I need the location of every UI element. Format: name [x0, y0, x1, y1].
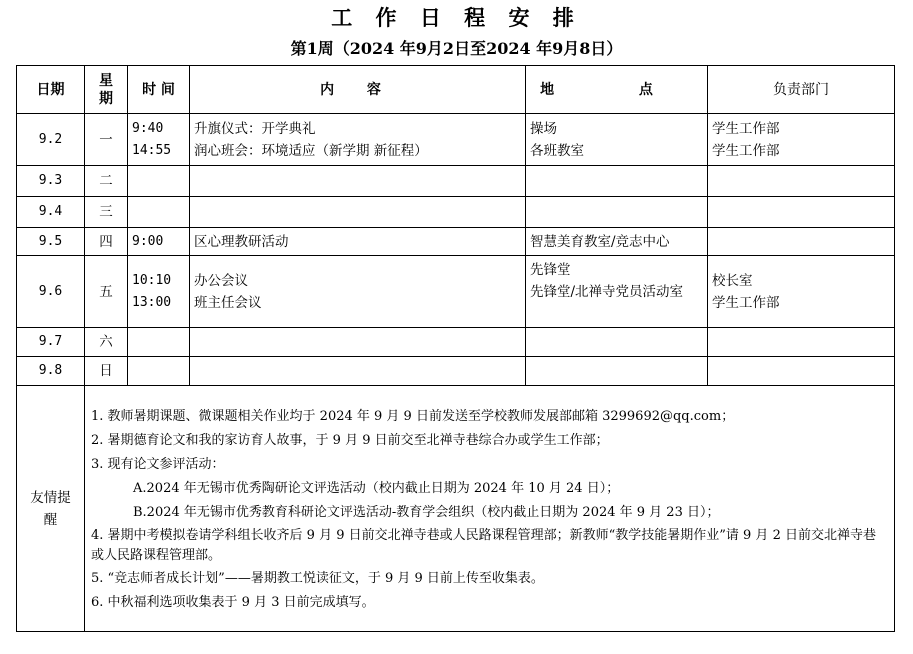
note-item: 2. 暑期德育论文和我的家访育人故事，于 9 月 9 日前交至北禅寺巷综合办或学生工作部； [91, 432, 609, 448]
header-content: 内 容 [190, 66, 526, 114]
table-row [17, 256, 895, 328]
row-time [128, 357, 190, 386]
row-dept [708, 357, 895, 386]
header-time: 时 间 [128, 66, 190, 114]
row-content [190, 197, 526, 228]
row-date: 9.4 [17, 197, 85, 228]
header-weekday: 星期 [85, 66, 128, 114]
header-dept: 负责部门 [708, 66, 895, 114]
row-time [128, 256, 190, 328]
row-dept [708, 197, 895, 228]
row-location [526, 357, 708, 386]
row-dept [708, 114, 895, 166]
row-content [190, 256, 526, 328]
schedule-table [16, 65, 895, 632]
row-date: 9.3 [17, 166, 85, 197]
row-content [190, 166, 526, 197]
row-weekday: 四 [85, 228, 128, 256]
time-line: 13:00 [132, 294, 172, 310]
row-date: 9.5 [17, 228, 85, 256]
row-location [526, 197, 708, 228]
location-line: 各班教室 [530, 142, 584, 159]
row-weekday: 一 [85, 114, 128, 166]
content-line: 办公会议 [194, 272, 248, 289]
row-location [526, 256, 708, 328]
dept-line: 学生工作部 [712, 142, 780, 159]
row-date: 9.7 [17, 328, 85, 357]
row-date: 9.6 [17, 256, 85, 328]
note-item: 5. “竞志师者成长计划”——暑期教工悦读征文，于 9 月 9 日前上传至收集表。 [91, 570, 544, 586]
note-item: 1. 教师暑期课题、微课题相关作业均于 2024 年 9 月 9 日前发送至学校教师发展部邮箱 3299692@qq.com； [91, 408, 735, 424]
content-line: 升旗仪式：开学典礼 [194, 120, 316, 137]
table-row [17, 114, 895, 166]
row-weekday: 六 [85, 328, 128, 357]
row-dept [708, 256, 895, 328]
row-content: 区心理教研活动 [190, 228, 526, 256]
notes-label: 友情提醒 [17, 386, 85, 632]
dept-line: 学生工作部 [712, 294, 780, 311]
row-location [526, 114, 708, 166]
row-weekday: 五 [85, 256, 128, 328]
dept-line: 学生工作部 [712, 120, 780, 137]
page-title: 工 作 日 程 安 排 [331, 5, 582, 30]
row-content [190, 357, 526, 386]
row-date: 9.2 [17, 114, 85, 166]
row-content [190, 328, 526, 357]
note-subitem: B.2024 年无锡市优秀教育科研论文评选活动-教育学会组织（校内截止日期为 2024 年 9 月 23 日）； [133, 504, 720, 520]
notes-row [17, 386, 895, 632]
row-time [128, 197, 190, 228]
row-dept [708, 228, 895, 256]
time-line: 14:55 [132, 142, 172, 158]
time-line: 10:10 [132, 272, 172, 288]
header-date: 日期 [17, 66, 85, 114]
row-date: 9.8 [17, 357, 85, 386]
location-line: 操场 [530, 120, 557, 137]
row-dept [708, 328, 895, 357]
note-item: 4. 暑期中考模拟卷请学科组长收齐后 9 月 9 日前交北禅寺巷或人民路课程管理部；新教师“教学技能暑期作业”请 9 月 2 日前交北禅寺巷或人民路课程管理部。 [91, 527, 876, 563]
table-row [17, 328, 895, 357]
row-time [128, 328, 190, 357]
row-weekday: 二 [85, 166, 128, 197]
row-time [128, 166, 190, 197]
table-row [17, 228, 895, 256]
table-row [17, 166, 895, 197]
location-line: 先锋堂 [530, 262, 571, 278]
note-subitem: A.2024 年无锡市优秀陶研论文评选活动（校内截止日期为 2024 年 10 月 24 日）； [133, 480, 620, 496]
content-line: 润心班会：环境适应（新学期 新征程） [194, 142, 428, 159]
row-dept [708, 166, 895, 197]
row-content [190, 114, 526, 166]
notes-list [85, 386, 895, 632]
row-time: 9:00 [128, 228, 190, 256]
time-line: 9:40 [132, 120, 164, 136]
dept-line: 校长室 [712, 272, 753, 289]
table-row [17, 357, 895, 386]
row-time [128, 114, 190, 166]
header-location: 地 点 [526, 66, 708, 114]
row-weekday: 日 [85, 357, 128, 386]
row-location [526, 166, 708, 197]
note-item: 3. 现有论文参评活动： [91, 456, 225, 472]
table-row [17, 197, 895, 228]
week-subtitle: 第1周（2024 年9月2日至2024 年9月8日） [290, 39, 623, 58]
note-item: 6. 中秋福利选项收集表于 9 月 3 日前完成填写。 [91, 594, 375, 610]
row-location: 智慧美育教室/竞志中心 [526, 228, 708, 256]
row-location [526, 328, 708, 357]
row-weekday: 三 [85, 197, 128, 228]
content-line: 班主任会议 [194, 294, 262, 311]
location-line: 先锋堂/北禅寺党员活动室 [530, 284, 684, 300]
header-row [17, 66, 895, 114]
